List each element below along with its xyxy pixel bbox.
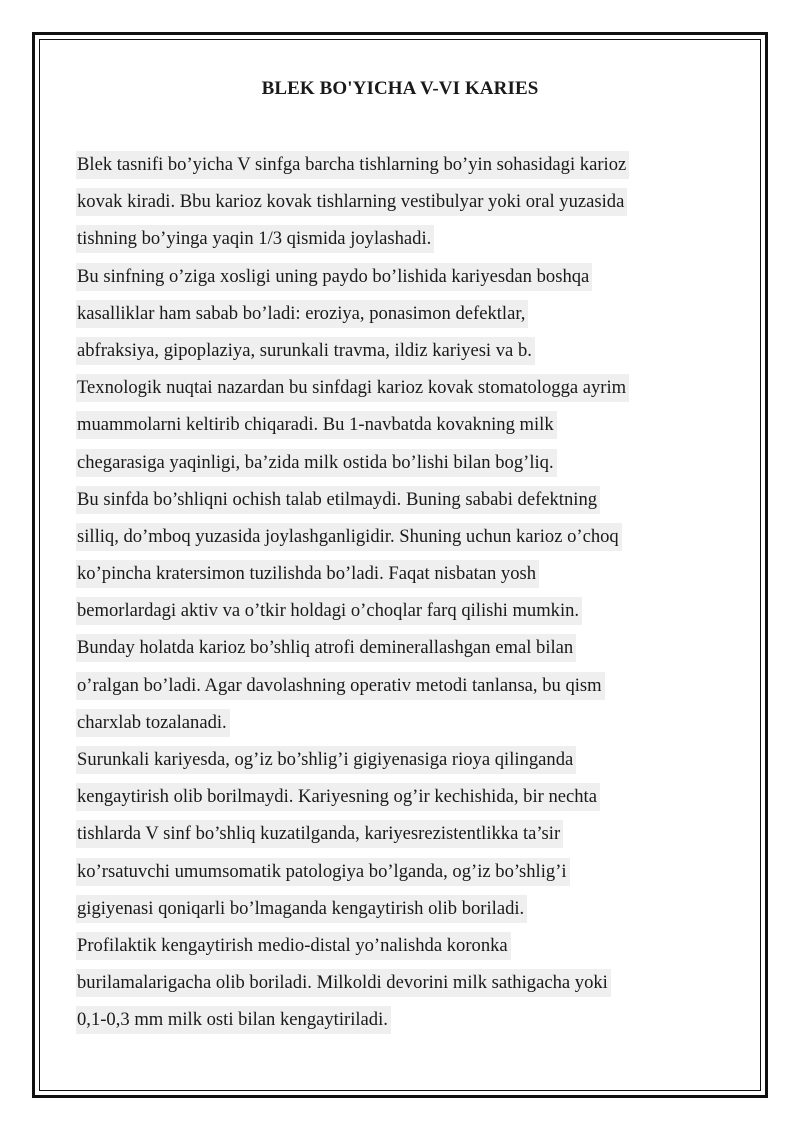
text-line-content: Bu sinfning o’ziga xosligi uning paydo bo’lishida kariyesdan boshqa [76, 263, 592, 291]
text-line-content: bemorlardagi aktiv va o’tkir holdagi o’choqlar farq qilishi mumkin. [76, 597, 582, 625]
text-line [76, 592, 726, 629]
text-line [76, 295, 726, 332]
text-line [76, 927, 726, 964]
text-line-content: gigiyenasi qoniqarli bo’lmaganda kengaytirish olib boriladi. [76, 895, 527, 923]
text-line-content: Surunkali kariyesda, og’iz bo’shlig’i gigiyenasiga rioya qilinganda [76, 746, 576, 774]
text-line-content: charxlab tozalanadi. [76, 709, 230, 737]
text-line [76, 890, 726, 927]
text-line [76, 369, 726, 406]
text-line-content: ko’rsatuvchi umumsomatik patologiya bo’lganda, og’iz bo’shlig’i [76, 858, 570, 886]
text-line-content: 0,1-0,3 mm milk osti bilan kengaytiriladi. [76, 1006, 391, 1034]
text-line [76, 778, 726, 815]
text-line [76, 518, 726, 555]
text-line [76, 704, 726, 741]
text-line [76, 258, 726, 295]
text-line-content: kengaytirish olib borilmaydi. Kariyesning og’ir kechishida, bir nechta [76, 783, 600, 811]
text-line [76, 629, 726, 666]
text-line-content: kovak kiradi. Bbu karioz kovak tishlarning vestibulyar yoki oral yuzasida [76, 188, 627, 216]
text-line [76, 406, 726, 443]
text-line-content: Bu sinfda bo’shliqni ochish talab etilmaydi. Buning sababi defektning [76, 486, 600, 514]
text-line-content: tishning bo’yinga yaqin 1/3 qismida joylashadi. [76, 225, 434, 253]
text-line-content: muammolarni keltirib chiqaradi. Bu 1-navbatda kovakning milk [76, 411, 557, 439]
text-line-content: Bunday holatda karioz bo’shliq atrofi deminerallashgan emal bilan [76, 634, 576, 662]
text-line [76, 741, 726, 778]
text-line [76, 555, 726, 592]
text-line-content: ko’pincha kratersimon tuzilishda bo’ladi. Faqat nisbatan yosh [76, 560, 539, 588]
text-line [76, 183, 726, 220]
text-line [76, 853, 726, 890]
text-line-content: chegarasiga yaqinligi, ba’zida milk ostida bo’lishi bilan bog’liq. [76, 449, 557, 477]
text-line [76, 146, 726, 183]
text-line-content: silliq, do’mboq yuzasida joylashganligidir. Shuning uchun karioz o’choq [76, 523, 622, 551]
text-line [76, 667, 726, 704]
text-line [76, 220, 726, 257]
text-line-content: tishlarda V sinf bo’shliq kuzatilganda, kariyesrezistentlikka ta’sir [76, 820, 563, 848]
text-line [76, 1001, 726, 1038]
text-line [76, 332, 726, 369]
text-line [76, 964, 726, 1001]
text-line [76, 481, 726, 518]
text-line-content: Profilaktik kengaytirish medio-distal yo’nalishda koronka [76, 932, 511, 960]
text-line-content: abfraksiya, gipoplaziya, surunkali travma, ildiz kariyesi va b. [76, 337, 535, 365]
text-line-content: kasalliklar ham sabab bo’ladi: eroziya, ponasimon defektlar, [76, 300, 528, 328]
text-line-content: Texnologik nuqtai nazardan bu sinfdagi karioz kovak stomatologga ayrim [76, 374, 629, 402]
body-text [76, 146, 726, 1039]
text-line-content: burilamalarigacha olib boriladi. Milkoldi devorini milk sathigacha yoki [76, 969, 611, 997]
page-title: BLEK BO'YICHA V-VI KARIES [261, 78, 539, 99]
text-line [76, 444, 726, 481]
text-line-content: Blek tasnifi bo’yicha V sinfga barcha tishlarning bo’yin sohasidagi karioz [76, 151, 629, 179]
text-line-content: o’ralgan bo’ladi. Agar davolashning operativ metodi tanlansa, bu qism [76, 672, 605, 700]
text-line [76, 815, 726, 852]
